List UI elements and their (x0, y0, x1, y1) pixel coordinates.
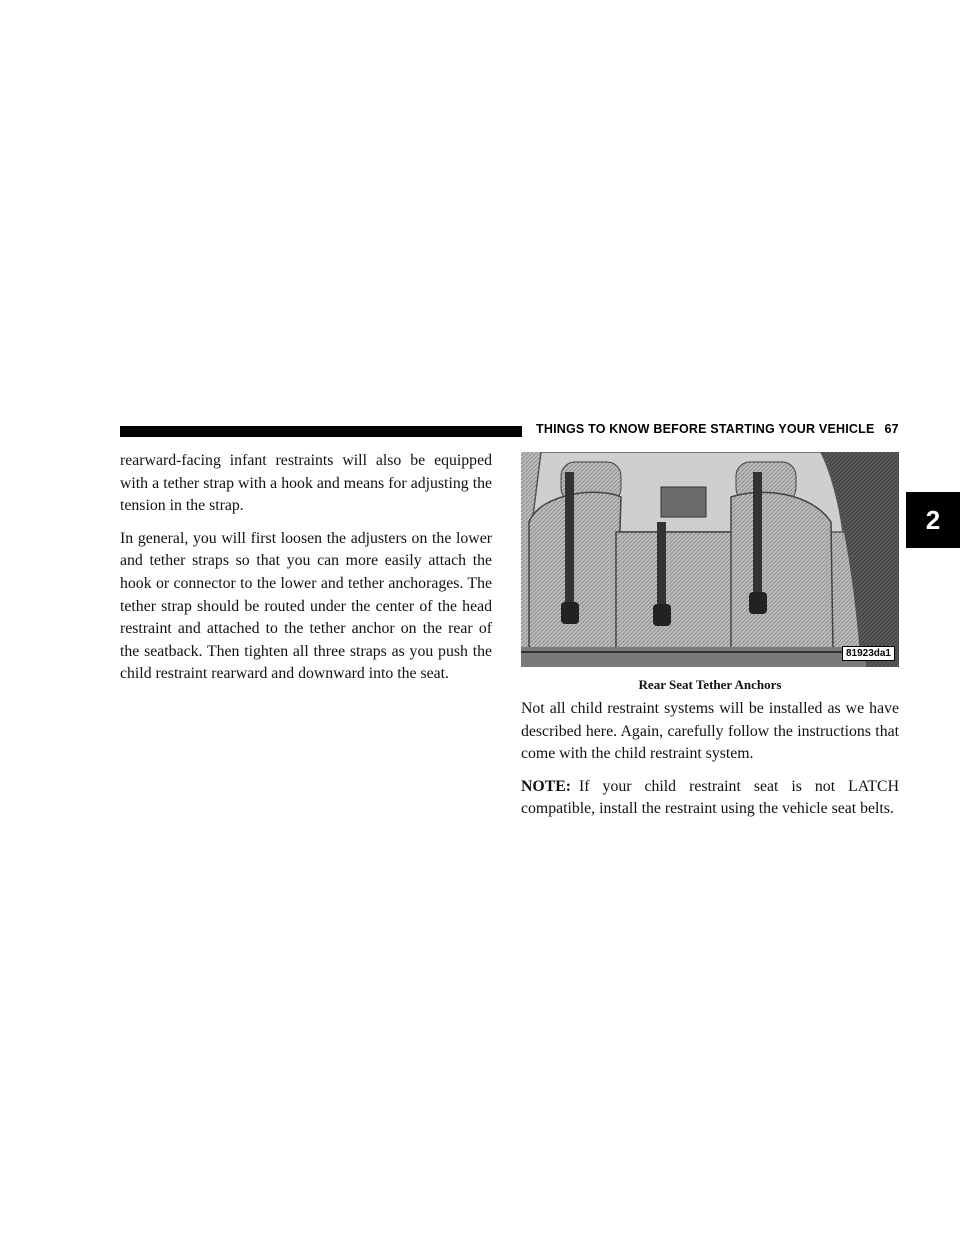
page-number: 67 (884, 422, 899, 436)
figure-code: 81923da1 (842, 646, 895, 661)
note-label: NOTE: (521, 777, 572, 795)
note-paragraph (521, 776, 899, 821)
figure-caption: Rear Seat Tether Anchors (638, 677, 782, 692)
left-column (120, 450, 492, 696)
paragraph-not-all-systems: Not all child restraint systems will be installed as we have described here. Again, carefully follow the instructions that come with the child restraint system. (521, 700, 899, 763)
running-header (536, 422, 906, 436)
rear-seat-figure (521, 452, 899, 667)
rear-seat-illustration (521, 452, 899, 667)
header-rule (120, 426, 522, 437)
chapter-tab: 2 (906, 492, 960, 548)
right-column (521, 698, 899, 831)
note-text: If your child restraint seat is not LATCH compatible, install the restraint using the vehicle seat belts. (521, 777, 899, 818)
paragraph-installation-steps: In general, you will first loosen the adjusters on the lower and tether straps so that you can more easily attach the hook or connector to the lower and tether anchorages. The tether strap should be routed under the center of the head restraint and attached to the tether anchor on the rear of the seatback. Then tighten all three straps as you push the child restraint rearward and downward into the seat. (120, 529, 492, 683)
paragraph-infant-restraints: rearward-facing infant restraints will also be equipped with a tether strap with a hook and means for adjusting the tension in the strap. (120, 452, 492, 515)
header-title: THINGS TO KNOW BEFORE STARTING YOUR VEHICLE (536, 422, 875, 436)
